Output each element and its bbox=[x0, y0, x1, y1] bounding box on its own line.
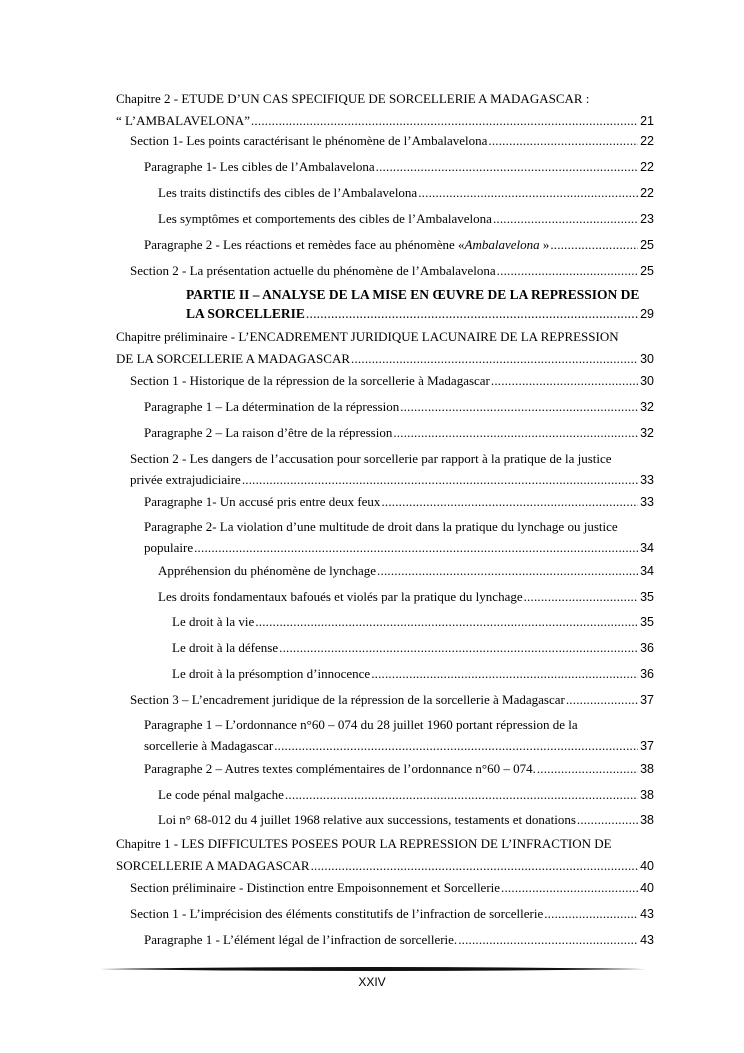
toc-entry-title-line: Chapitre 2 - ETUDE D’UN CAS SPECIFIQUE DE SORCELLERIE A MADAGASCAR : bbox=[116, 91, 590, 106]
dot-leader bbox=[544, 904, 638, 924]
dot-leader bbox=[497, 261, 638, 281]
toc-entry-title: Paragraphe 1- Les cibles de l’Ambalavelona bbox=[144, 159, 375, 174]
toc-entry-title: Paragraphe 2 – Autres textes complémentaires de l’ordonnance n°60 – 074. bbox=[144, 761, 536, 776]
toc-entry-title-line: Section 2 - Les dangers de l’accusation pour sorcellerie par rapport à la pratique de la justice bbox=[130, 451, 612, 466]
toc-entry-title: Loi n° 68-012 du 4 juillet 1968 relative aux successions, testaments et donations bbox=[158, 812, 576, 827]
toc-entry-title: sorcellerie à Madagascar bbox=[144, 738, 274, 753]
toc-page-number: 22 bbox=[640, 186, 654, 200]
toc-page-number: 22 bbox=[640, 160, 654, 174]
toc-page-number: 37 bbox=[640, 739, 654, 753]
toc-entry-title: Section 1- Les points caractérisant le phénomène de l’Ambalavelona bbox=[130, 133, 488, 148]
dot-leader bbox=[279, 638, 638, 658]
toc-page-number: 21 bbox=[640, 114, 654, 128]
toc-entry-paragraph bbox=[144, 397, 654, 417]
toc-page-number: 32 bbox=[640, 426, 654, 440]
toc-page-number: 33 bbox=[640, 495, 654, 509]
dot-leader bbox=[524, 587, 638, 607]
toc-entry-section bbox=[130, 449, 654, 490]
toc-page-number: 38 bbox=[640, 813, 654, 827]
dot-leader bbox=[400, 397, 638, 417]
toc-page-number: 36 bbox=[640, 641, 654, 655]
dot-leader bbox=[488, 131, 638, 151]
dot-leader bbox=[537, 759, 638, 779]
toc-page-number: 37 bbox=[640, 693, 654, 707]
toc-entry-title: Section préliminaire - Distinction entre Empoisonnement et Sorcellerie bbox=[130, 880, 501, 895]
dot-leader bbox=[274, 736, 638, 756]
dot-leader bbox=[194, 538, 638, 558]
toc-page-number: 30 bbox=[640, 352, 654, 366]
dot-leader bbox=[371, 664, 638, 684]
toc-entry-title-line: Chapitre 1 - LES DIFFICULTES POSEES POUR LA REPRESSION DE L’INFRACTION DE bbox=[116, 836, 612, 851]
toc-entry-title-line: Paragraphe 1 – L’ordonnance n°60 – 074 du 28 juillet 1960 portant répression de la bbox=[144, 717, 578, 732]
dot-leader bbox=[377, 561, 638, 581]
dot-leader bbox=[351, 349, 638, 369]
toc-entry-chapter-preliminary bbox=[116, 327, 654, 369]
toc-entry-title: Le droit à la présomption d’innocence bbox=[172, 666, 371, 681]
toc-entry-subtopic bbox=[158, 561, 654, 581]
toc-entry-title: Section 2 - La présentation actuelle du phénomène de l’Ambalavelona bbox=[130, 263, 496, 278]
toc-page-number: 29 bbox=[640, 307, 654, 321]
dot-leader bbox=[418, 183, 638, 203]
dot-leader bbox=[251, 111, 638, 131]
toc-entry-subtopic bbox=[158, 810, 654, 830]
toc-entry-chapter-2 bbox=[116, 89, 654, 131]
dot-leader bbox=[306, 304, 638, 323]
toc-entry-subsubtopic bbox=[172, 638, 654, 658]
toc-entry-subtopic bbox=[158, 209, 654, 229]
dot-leader bbox=[393, 423, 638, 443]
toc-page-number: 36 bbox=[640, 667, 654, 681]
dot-leader bbox=[493, 209, 638, 229]
toc-entry-title: Les traits distinctifs des cibles de l’Ambalavelona bbox=[158, 185, 418, 200]
toc-entry-paragraph bbox=[144, 715, 654, 756]
toc-entry-title-line: Chapitre préliminaire - L’ENCADREMENT JURIDIQUE LACUNAIRE DE LA REPRESSION bbox=[116, 329, 619, 344]
dot-leader bbox=[577, 810, 638, 830]
toc-entry-subtopic bbox=[158, 183, 654, 203]
dot-leader bbox=[491, 371, 638, 391]
toc-entry-title: Le code pénal malgache bbox=[158, 787, 284, 802]
toc-entry-subtopic bbox=[158, 785, 654, 805]
toc-page-number: 40 bbox=[640, 881, 654, 895]
toc-page-number: 38 bbox=[640, 762, 654, 776]
toc-entry-title: Le droit à la défense bbox=[172, 640, 279, 655]
toc-page-number: 34 bbox=[640, 564, 654, 578]
toc-entry-title: Paragraphe 2 – La raison d’être de la répression bbox=[144, 425, 393, 440]
toc-entry-paragraph bbox=[144, 157, 654, 177]
toc-entry-title: Section 1 - L’imprécision des éléments constitutifs de l’infraction de sorcellerie bbox=[130, 906, 544, 921]
dot-leader bbox=[381, 492, 638, 512]
toc-entry-subsubtopic bbox=[172, 664, 654, 684]
toc-page-number: 22 bbox=[640, 134, 654, 148]
toc-entry-section bbox=[130, 878, 654, 898]
toc-entry-title: Paragraphe 1 - L’élément légal de l’infraction de sorcellerie. bbox=[144, 932, 458, 947]
dot-leader bbox=[285, 785, 638, 805]
toc-page-number: 43 bbox=[640, 907, 654, 921]
toc-entry-paragraph bbox=[144, 235, 654, 255]
toc-page-number: 30 bbox=[640, 374, 654, 388]
toc-page-number: 43 bbox=[640, 933, 654, 947]
toc-entry-title: Paragraphe 2 - Les réactions et remèdes face au phénomène «Ambalavelona » bbox=[144, 237, 550, 252]
dot-leader bbox=[311, 856, 639, 876]
toc-entry-chapter-1 bbox=[116, 834, 654, 876]
dot-leader bbox=[242, 470, 638, 490]
toc-entry-title: Appréhension du phénomène de lynchage bbox=[158, 563, 377, 578]
toc-entry-title-line: Paragraphe 2- La violation d’une multitude de droit dans la pratique du lynchage ou justice bbox=[144, 519, 618, 534]
toc-entry-section bbox=[130, 690, 654, 710]
toc-entry-title: Les symptômes et comportements des cibles de l’Ambalavelona bbox=[158, 211, 492, 226]
toc-entry-paragraph bbox=[144, 759, 654, 779]
toc-entry-title: “ L’AMBALAVELONA” bbox=[116, 113, 250, 128]
toc-entry-section bbox=[130, 261, 654, 281]
dot-leader bbox=[550, 235, 638, 255]
dot-leader bbox=[255, 612, 638, 632]
toc-entry-paragraph bbox=[144, 492, 654, 512]
dot-leader bbox=[376, 157, 638, 177]
toc-entry-section bbox=[130, 904, 654, 924]
toc-page-number: 23 bbox=[640, 212, 654, 226]
toc-page-number: 35 bbox=[640, 590, 654, 604]
toc-page-number: 25 bbox=[640, 238, 654, 252]
toc-entry-paragraph bbox=[144, 930, 654, 950]
toc-entry-subtopic bbox=[158, 587, 654, 607]
toc-entry-section bbox=[130, 131, 654, 151]
toc-entry-paragraph bbox=[144, 517, 654, 558]
toc-entry-title: populaire bbox=[144, 540, 194, 555]
dot-leader bbox=[501, 878, 638, 898]
toc-page-number: 32 bbox=[640, 400, 654, 414]
toc-page-number: 25 bbox=[640, 264, 654, 278]
toc-entry-title: Paragraphe 1 – La détermination de la répression bbox=[144, 399, 400, 414]
toc-page-number: 34 bbox=[640, 541, 654, 555]
toc-entry-title: LA SORCELLERIE bbox=[186, 306, 305, 321]
toc-page-number: 38 bbox=[640, 788, 654, 802]
footer-divider bbox=[100, 966, 646, 972]
dot-leader bbox=[458, 930, 638, 950]
toc-entry-title: privée extrajudiciaire bbox=[130, 472, 241, 487]
toc-entry-section bbox=[130, 371, 654, 391]
toc-page-number: 35 bbox=[640, 615, 654, 629]
page-number: XXIV bbox=[358, 975, 386, 989]
toc-entry-title: Le droit à la vie bbox=[172, 614, 255, 629]
toc-entry-title: Section 3 – L’encadrement juridique de la répression de la sorcellerie à Madagascar bbox=[130, 692, 565, 707]
toc-entry-subsubtopic bbox=[172, 612, 654, 632]
dot-leader bbox=[566, 690, 638, 710]
toc-entry-title: Paragraphe 1- Un accusé pris entre deux feux bbox=[144, 494, 381, 509]
toc-entry-title: Les droits fondamentaux bafoués et violés par la pratique du lynchage bbox=[158, 589, 523, 604]
toc-entry-title: Section 1 - Historique de la répression de la sorcellerie à Madagascar bbox=[130, 373, 490, 388]
toc-page-number: 40 bbox=[640, 859, 654, 873]
toc-entry-part-2 bbox=[186, 285, 654, 324]
toc-entry-title: DE LA SORCELLERIE A MADAGASCAR bbox=[116, 351, 351, 366]
toc-page-number: 33 bbox=[640, 473, 654, 487]
toc-entry-title-line: PARTIE II – ANALYSE DE LA MISE EN ŒUVRE DE LA REPRESSION DE bbox=[186, 287, 640, 302]
toc-entry-title: SORCELLERIE A MADAGASCAR bbox=[116, 858, 310, 873]
toc-entry-paragraph bbox=[144, 423, 654, 443]
